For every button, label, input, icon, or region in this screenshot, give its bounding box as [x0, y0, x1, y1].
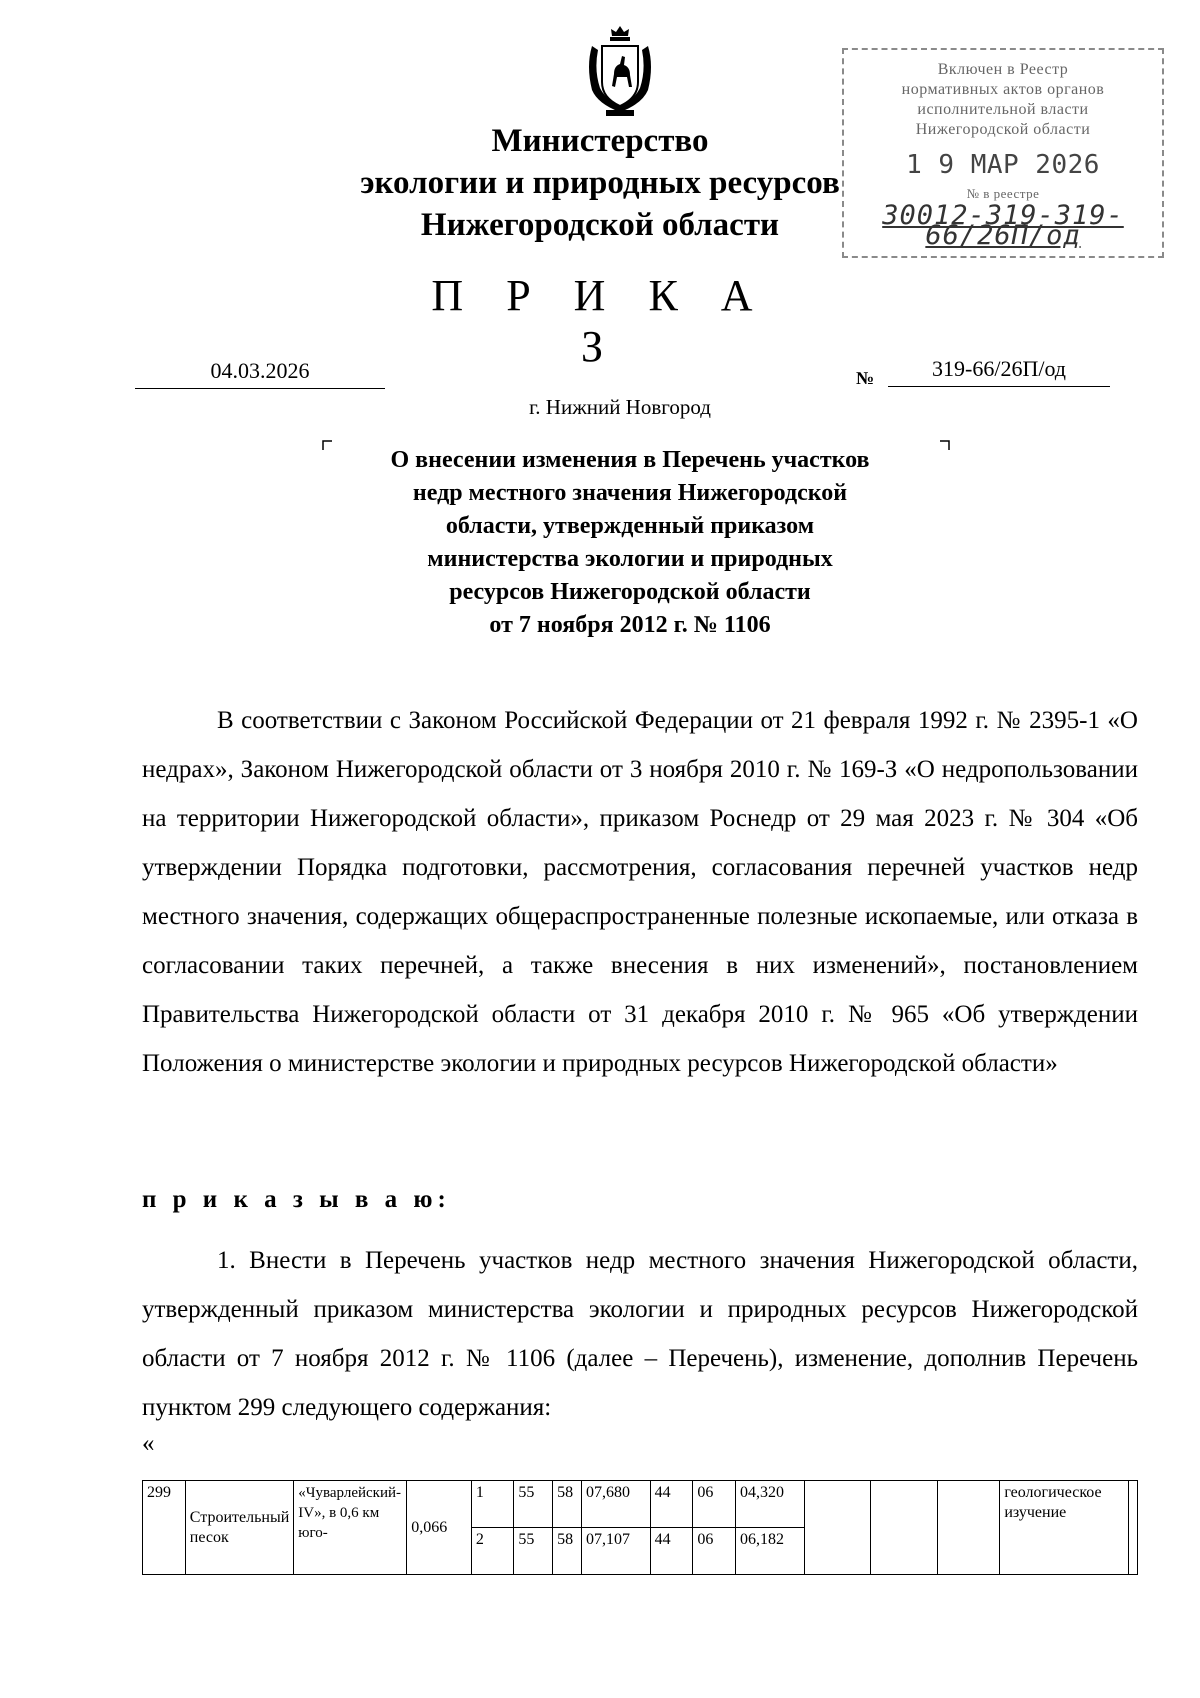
empty-cell — [1129, 1481, 1138, 1575]
preamble-paragraph: В соответствии с Законом Российской Федерации от 21 февраля 1992 г. № 2395-1 «О недрах», Законом Нижегородской области от 3 ноября 2010 г. № 169-З «О недропользовании на территории Нижегородской области», приказом Роснедр от 29 мая 2023 г. № 304 «Об утверждении Порядка подготовки, рассмотрения, согласования перечней участков недр местного значения, содержащих общераспространенные полезные ископаемые, или отказа в согласовании таких перечней, а также внесения в них изменений», постановлением Правительства Нижегородской области от 31 декабря 2010 г. № 965 «Об утверждении Положения о министерстве экологии и природных ресурсов Нижегородской области» — [142, 707, 1138, 1077]
table-row — [143, 1481, 1138, 1528]
lat-deg-cell: 55 — [514, 1528, 553, 1575]
point-cell: 1 — [471, 1481, 514, 1528]
title-line: О внесении изменения в Перечень участков — [390, 447, 870, 473]
stamp-date: 1 9 МАР 2026 — [906, 150, 1100, 180]
document-date: 04.03.2026 — [135, 358, 385, 389]
lon-sec-cell: 06,182 — [735, 1528, 804, 1575]
lon-deg-cell: 44 — [650, 1481, 693, 1528]
empty-cell — [938, 1481, 1000, 1575]
empty-cell — [804, 1481, 870, 1575]
mineral-cell: Строительный песок — [185, 1481, 293, 1575]
document-number: 319-66/26П/од — [888, 356, 1110, 387]
corner-mark — [322, 440, 332, 450]
ministry-name — [300, 120, 900, 246]
stamp-reg-number: 30012-319-319-66/26П/од — [882, 200, 1124, 251]
point-cell: 2 — [471, 1528, 514, 1575]
number-label: № — [856, 368, 875, 388]
lat-sec-cell: 07,107 — [581, 1528, 650, 1575]
document-city: г. Нижний Новгород — [529, 395, 711, 419]
registry-stamp — [842, 48, 1164, 258]
lat-min-cell: 58 — [553, 1481, 582, 1528]
ministry-line: Нижегородской области — [420, 207, 780, 243]
title-line: министерства экологии и природных — [427, 546, 833, 572]
subsoil-site-table — [142, 1480, 1138, 1575]
stamp-line: Включен в Реестр — [937, 61, 1069, 78]
lat-sec-cell: 07,680 — [581, 1481, 650, 1528]
stamp-line: нормативных актов органов — [901, 81, 1105, 98]
ministry-line: экологии и природных ресурсов — [360, 165, 840, 201]
lat-min-cell: 58 — [553, 1528, 582, 1575]
ministry-line: Министерство — [491, 123, 709, 159]
stamp-line: исполнительной власти — [917, 101, 1089, 118]
area-cell: 0,066 — [407, 1481, 472, 1575]
document-title — [340, 444, 920, 642]
stamp-line: Нижегородской области — [915, 121, 1091, 138]
item-number-cell: 299 — [143, 1481, 186, 1575]
title-line: области, утвержденный приказом — [445, 513, 815, 539]
document-type: П Р И К А З — [431, 271, 769, 371]
item-1-paragraph: 1. Внести в Перечень участков недр местного значения Нижегородской области, утвержденный приказом министерства экологии и природных ресурсов Нижегородской области от 7 ноября 2012 г. № 1106 (далее – Перечень), изменение, дополнив Перечень пунктом 299 следующего содержания: — [142, 1247, 1138, 1421]
stamp-reg-label: № в реестре — [966, 186, 1040, 201]
title-line: недр местного значения Нижегородской — [412, 480, 848, 506]
order-word: п р и к а з ы в а ю: — [142, 1186, 451, 1213]
open-quote: « — [142, 1430, 155, 1457]
purpose-cell: геологическое изучение — [1000, 1481, 1129, 1575]
title-line: ресурсов Нижегородской области — [449, 579, 811, 605]
lon-deg-cell: 44 — [650, 1528, 693, 1575]
lat-deg-cell: 55 — [514, 1481, 553, 1528]
lon-sec-cell: 04,320 — [735, 1481, 804, 1528]
empty-cell — [870, 1481, 938, 1575]
lon-min-cell: 06 — [693, 1528, 736, 1575]
title-line: от 7 ноября 2012 г. № 1106 — [489, 612, 771, 638]
site-name-cell: «Чуварлейский-IV», в 0,6 км юго- — [294, 1481, 407, 1575]
nizhny-novgorod-coat-of-arms-icon — [584, 24, 656, 120]
lon-min-cell: 06 — [693, 1481, 736, 1528]
corner-mark — [940, 440, 950, 450]
